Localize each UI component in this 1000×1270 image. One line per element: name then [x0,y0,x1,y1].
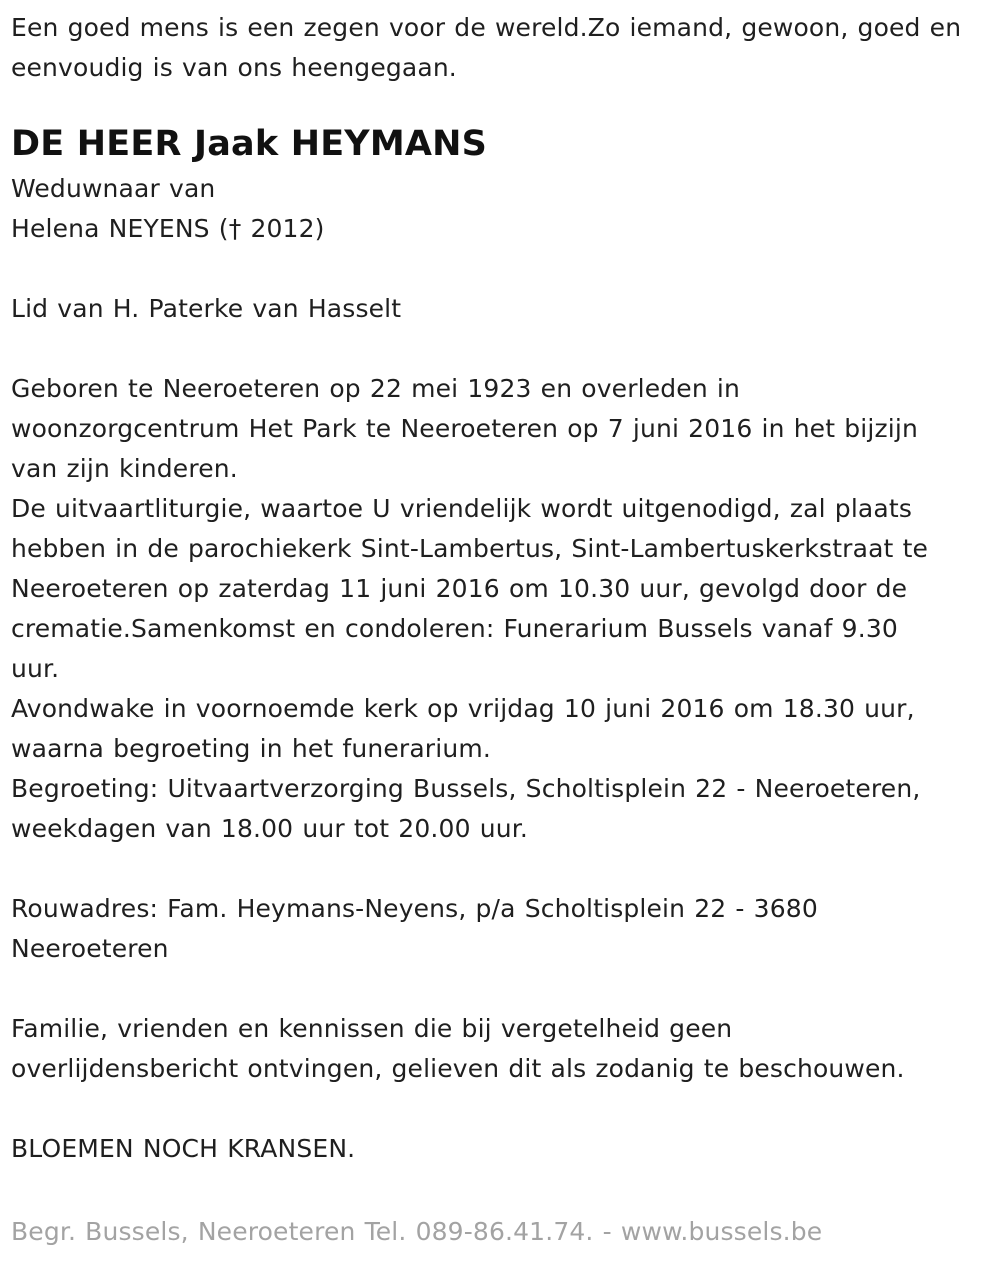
address-line: Rouwadres: Fam. Heymans-Neyens, p/a Scholtisplein 22 - 3680 [11,894,818,923]
spacer [11,249,989,289]
address-line: Neeroeteren [11,934,169,963]
announcement-line: hebben in de parochiekerk Sint-Lambertus, Sint-Lambertuskerkstraat te [11,534,929,563]
spouse-info [11,169,989,249]
spacer [11,849,989,889]
announcement-text [11,369,989,849]
announcement-line: Neeroeteren op zaterdag 11 juni 2016 om 10.30 uur, gevolgd door de [11,574,908,603]
deceased-name: DE HEER Jaak HEYMANS [11,124,488,164]
notice-line: Familie, vrienden en kennissen die bij vergetelheid geen [11,1014,733,1043]
mourning-address [11,889,989,969]
announcement-line: van zijn kinderen. [11,454,238,483]
announcement-line: Geboren te Neeroeteren op 22 mei 1923 en overleden in [11,374,740,403]
notice-line: overlijdensbericht ontvingen, gelieven dit als zodanig te beschouwen. [11,1054,905,1083]
flowers-notice: BLOEMEN NOCH KRANSEN. [11,1134,356,1163]
announcement-line: waarna begroeting in het funerarium. [11,734,491,763]
funeral-home-footer: Begr. Bussels, Neeroeteren Tel. 089-86.41.74. - www.bussels.be [11,1217,823,1246]
spacer [11,1089,989,1129]
intro-line: Een goed mens is een zegen voor de wereld.Zo iemand, gewoon, goed en [11,13,962,42]
spouse-line: Weduwnaar van [11,174,216,203]
announcement-line: crematie.Samenkomst en condoleren: Funerarium Bussels vanaf 9.30 [11,614,898,643]
announcement-line: Avondwake in voornoemde kerk op vrijdag 10 juni 2016 om 18.30 uur, [11,694,915,723]
announcement-line: De uitvaartliturgie, waartoe U vriendelijk wordt uitgenodigd, zal plaats [11,494,912,523]
notice-text [11,1009,989,1089]
announcement-line: woonzorgcentrum Het Park te Neeroeteren op 7 juni 2016 in het bijzijn [11,414,918,443]
announcement-line: uur. [11,654,60,683]
spacer [11,969,989,1009]
intro-line: eenvoudig is van ons heengegaan. [11,53,457,82]
spouse-line: Helena NEYENS († 2012) [11,214,325,243]
intro-text [11,8,989,88]
announcement-line: Begroeting: Uitvaartverzorging Bussels, Scholtisplein 22 - Neeroeteren, [11,774,921,803]
announcement-line: weekdagen van 18.00 uur tot 20.00 uur. [11,814,528,843]
spacer [11,329,989,369]
membership-text: Lid van H. Paterke van Hasselt [11,294,402,323]
